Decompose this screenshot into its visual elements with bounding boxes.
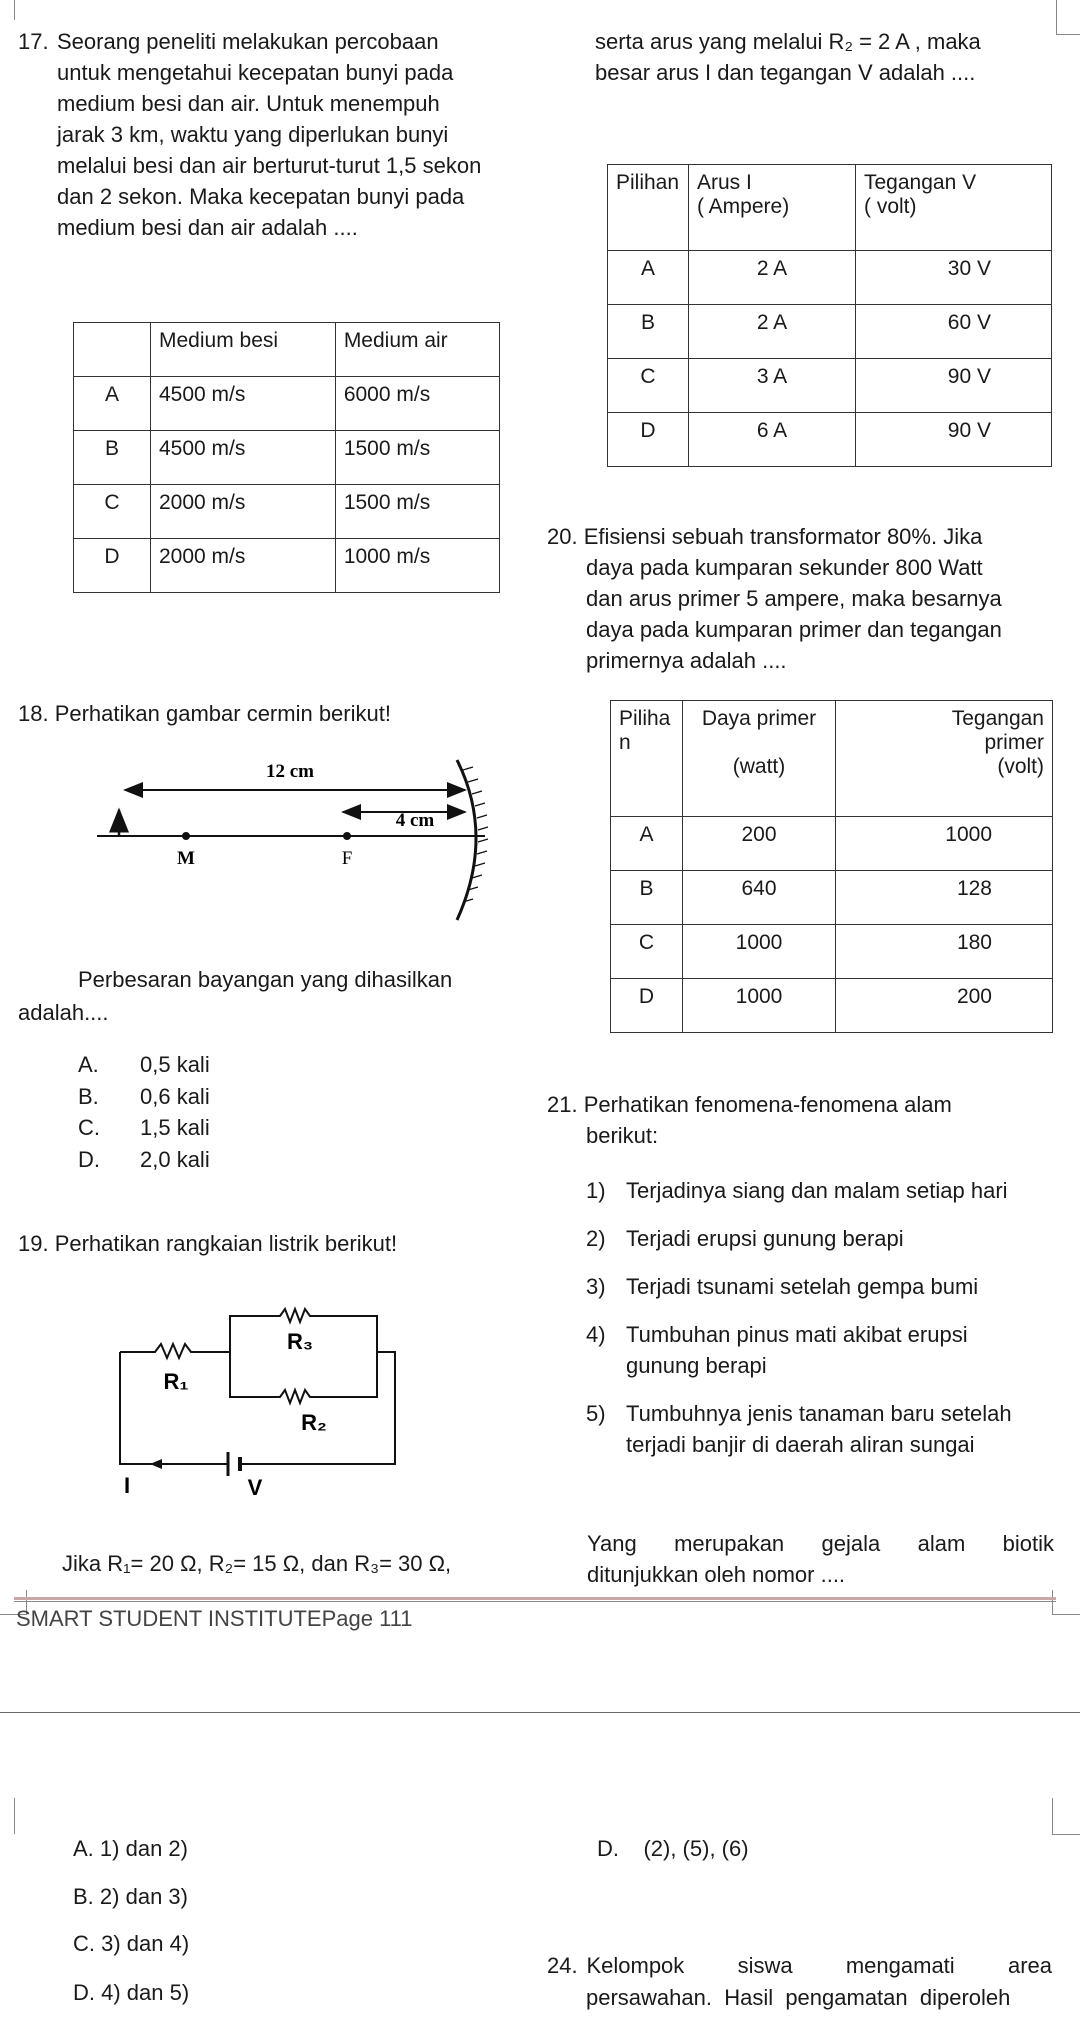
label-f: F [341, 848, 353, 869]
crop-mark [1052, 1590, 1080, 1615]
page-divider [0, 1712, 1080, 1713]
label-r3: R₃ [286, 1329, 314, 1354]
resistor-r2-branch [230, 1352, 377, 1403]
q20-table: Piliha n Daya primer (watt) Tegangan primer (volt) A 200 1000 B 640 128 C 1000 180 D 1000 200 [610, 700, 1053, 1033]
crop-mark [1052, 1798, 1080, 1835]
q21-option-c: C. 3) dan 4) [73, 1931, 190, 1956]
q18-option-c: C. 1,5 kali [78, 1115, 210, 1140]
concave-mirror [457, 760, 476, 920]
list-item: 5) Tumbuhnya jenis tanaman baru setelah terjadi banjir di daerah aliran sungai [586, 1401, 1012, 1457]
label-i: I [123, 1473, 131, 1498]
footer-text: SMART STUDENT INSTITUTEPage 111 [16, 1606, 413, 1631]
q21-list [586, 1175, 1066, 1460]
list-item: 1) Terjadinya siang dan malam setiap hari [586, 1178, 1008, 1203]
crop-mark [0, 0, 15, 20]
label-r2: R₂ [301, 1410, 327, 1435]
crop-mark [0, 1798, 15, 1834]
footer-rule [14, 1597, 1056, 1600]
point-f [343, 832, 351, 840]
label-12cm: 12 cm [265, 761, 315, 782]
q18-option-b: B. 0,6 kali [78, 1084, 210, 1109]
q17-table: Medium besi Medium air A 4500 m/s 6000 m/s B 4500 m/s 1500 m/s C 2000 m/s 1500 m/s D 2000 m/s 1000 m/s [73, 322, 500, 593]
list-item: 4) Tumbuhan pinus mati akibat erupsi gunung berapi [586, 1322, 968, 1378]
q18-title: 18. Perhatikan gambar cermin berikut! [18, 701, 391, 726]
wire-right [240, 1352, 395, 1464]
q18-line1: Perbesaran bayangan yang dihasilkan [78, 967, 453, 992]
q21-option-a: A. 1) dan 2) [73, 1836, 188, 1861]
q18-option-a: A. 0,5 kali [78, 1052, 210, 1077]
q24-text: 24. Kelompok siswa mengamati area persawahan. Hasil pengamatan diperoleh [547, 1953, 1052, 2010]
q19-table: Pilihan Arus I ( Ampere) Tegangan V ( volt) A 2 A 30 V B 2 A 60 V C 3 A 90 V D 6 A 90 V [607, 164, 1052, 467]
list-item: 3) Terjadi tsunami setelah gempa bumi [586, 1274, 979, 1299]
q21-title: 21. Perhatikan fenomena-fenomena alam berikut: [547, 1092, 952, 1148]
q21-question: Yang merupakan gejala alam biotik ditunjukkan oleh nomor .... [587, 1531, 1054, 1587]
resistor-r1 [120, 1344, 230, 1358]
q18-option-d: D. 2,0 kali [78, 1147, 210, 1172]
q21-option-d: D. 4) dan 5) [73, 1980, 190, 2005]
label-v: V [247, 1475, 263, 1500]
q19-cont-text: serta arus yang melalui R₂ = 2 A , maka besar arus I dan tegangan V adalah .... [595, 29, 981, 85]
label-m: M [177, 848, 195, 869]
circuit-diagram [110, 1300, 410, 1500]
label-4cm: 4 cm [395, 810, 435, 831]
label-r1: R₁ [163, 1369, 189, 1394]
q20-text: 20. Efisiensi sebuah transformator 80%. Jika daya pada kumparan sekunder 800 Watt dan arus primer 5 ampere, maka besarnya daya pada kumparan primer dan tegangan primernya adalah .... [547, 524, 1002, 673]
point-m [182, 832, 190, 840]
q23-option-d: D. (2), (5), (6) [597, 1836, 749, 1861]
q21-option-b: B. 2) dan 3) [73, 1884, 188, 1909]
list-item: 2) Terjadi erupsi gunung berapi [586, 1226, 904, 1251]
current-arrow [150, 1459, 162, 1469]
crop-mark [1056, 0, 1080, 35]
footer-rule-thin [14, 1601, 1056, 1602]
q18-line2: adalah.... [18, 1000, 109, 1025]
q17-number: 17. [18, 29, 49, 54]
mirror-diagram [85, 748, 505, 928]
q19-title: 19. Perhatikan rangkaian listrik berikut! [18, 1231, 398, 1256]
q19-given: Jika R₁= 20 Ω, R₂= 15 Ω, dan R₃= 30 Ω, [62, 1551, 452, 1576]
q17-text: Seorang peneliti melakukan percobaan untuk mengetahui kecepatan bunyi pada medium besi dan air. Untuk menempuh jarak 3 km, waktu yang diperlukan bunyi melalui besi dan air berturut-turut 1,5 sekon dan 2 sekon. Maka kecepatan bunyi pada medium besi dan air adalah .... [57, 29, 482, 240]
